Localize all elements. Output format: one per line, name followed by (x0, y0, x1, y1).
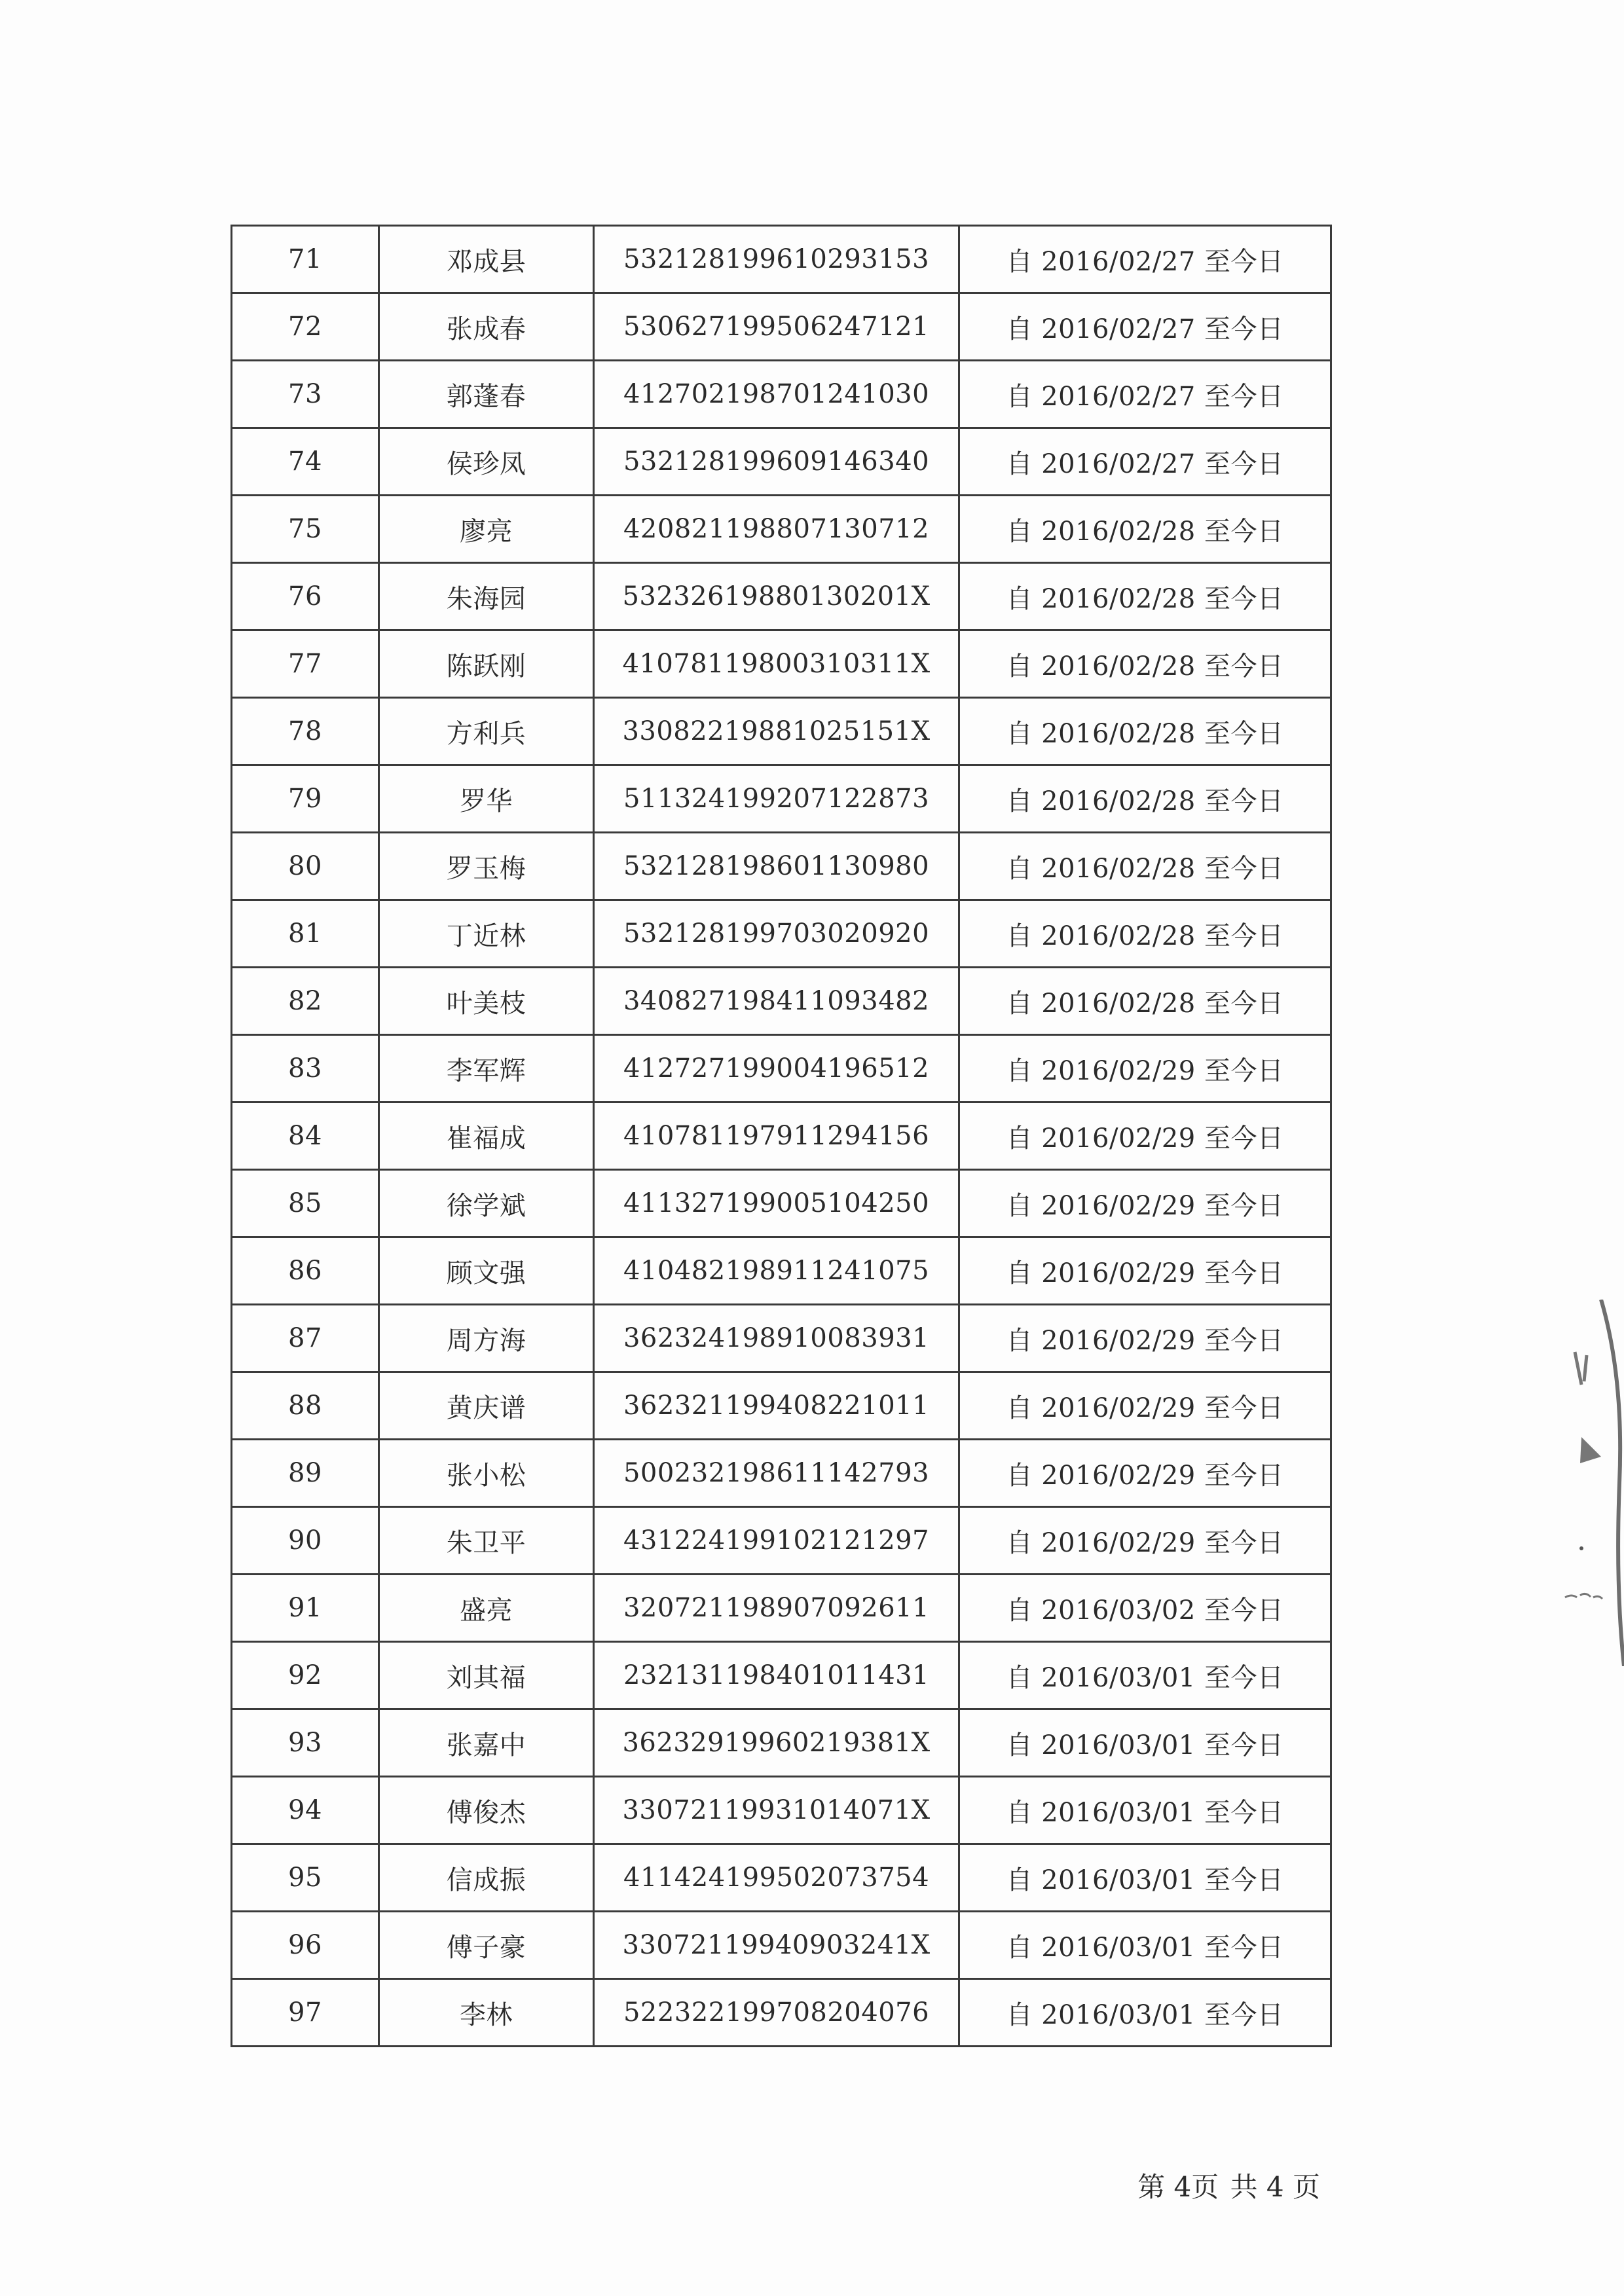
table-row (232, 1844, 1331, 1912)
id-number-cell: 412727199004196512 (594, 1035, 959, 1102)
table-row (232, 968, 1331, 1035)
name-cell: 周方海 (379, 1305, 594, 1372)
table-row (232, 361, 1331, 428)
period-cell: 自 2016/02/28 至今日 (959, 900, 1331, 968)
id-number-cell: 362324198910083931 (594, 1305, 959, 1372)
period-cell: 自 2016/03/01 至今日 (959, 1642, 1331, 1709)
row-number-cell: 96 (232, 1912, 379, 1979)
id-number-cell: 36232919960219381X (594, 1709, 959, 1777)
table-row (232, 1912, 1331, 1979)
period-cell: 自 2016/02/29 至今日 (959, 1372, 1331, 1440)
name-cell: 丁近林 (379, 900, 594, 968)
table-row (232, 1372, 1331, 1440)
table-row (232, 496, 1331, 563)
table-row (232, 1507, 1331, 1575)
name-cell: 刘其福 (379, 1642, 594, 1709)
name-cell: 邓成县 (379, 226, 594, 293)
row-number-cell: 91 (232, 1575, 379, 1642)
period-cell: 自 2016/02/29 至今日 (959, 1507, 1331, 1575)
table-row (232, 1035, 1331, 1102)
row-number-cell: 87 (232, 1305, 379, 1372)
period-cell: 自 2016/02/27 至今日 (959, 361, 1331, 428)
period-cell: 自 2016/02/28 至今日 (959, 496, 1331, 563)
name-cell: 顾文强 (379, 1237, 594, 1305)
name-cell: 信成振 (379, 1844, 594, 1912)
row-number-cell: 76 (232, 563, 379, 630)
name-cell: 叶美枝 (379, 968, 594, 1035)
row-number-cell: 73 (232, 361, 379, 428)
period-cell: 自 2016/02/29 至今日 (959, 1035, 1331, 1102)
name-cell: 崔福成 (379, 1102, 594, 1170)
row-number-cell: 95 (232, 1844, 379, 1912)
row-number-cell: 82 (232, 968, 379, 1035)
row-number-cell: 89 (232, 1440, 379, 1507)
name-cell: 傅俊杰 (379, 1777, 594, 1844)
row-number-cell: 75 (232, 496, 379, 563)
row-number-cell: 94 (232, 1777, 379, 1844)
roster-table (231, 225, 1332, 2047)
page-number-total: 共 4 页 (1230, 2171, 1320, 2203)
row-number-cell: 85 (232, 1170, 379, 1237)
table-row (232, 833, 1331, 900)
name-cell: 盛亮 (379, 1575, 594, 1642)
name-cell: 侯珍凤 (379, 428, 594, 496)
id-number-cell: 410781197911294156 (594, 1102, 959, 1170)
period-cell: 自 2016/03/02 至今日 (959, 1575, 1331, 1642)
id-number-cell: 362321199408221011 (594, 1372, 959, 1440)
table-row (232, 563, 1331, 630)
table-row (232, 1642, 1331, 1709)
name-cell: 傅子豪 (379, 1912, 594, 1979)
id-number-cell: 33082219881025151X (594, 698, 959, 765)
id-number-cell: 33072119940903241X (594, 1912, 959, 1979)
id-number-cell: 320721198907092611 (594, 1575, 959, 1642)
name-cell: 黄庆谱 (379, 1372, 594, 1440)
table-row (232, 226, 1331, 293)
period-cell: 自 2016/02/28 至今日 (959, 968, 1331, 1035)
name-cell: 徐学斌 (379, 1170, 594, 1237)
period-cell: 自 2016/03/01 至今日 (959, 1777, 1331, 1844)
name-cell: 朱卫平 (379, 1507, 594, 1575)
table-row (232, 293, 1331, 361)
id-number-cell: 53232619880130201X (594, 563, 959, 630)
table-row (232, 428, 1331, 496)
row-number-cell: 84 (232, 1102, 379, 1170)
row-number-cell: 79 (232, 765, 379, 833)
period-cell: 自 2016/02/27 至今日 (959, 226, 1331, 293)
row-number-cell: 78 (232, 698, 379, 765)
row-number-cell: 72 (232, 293, 379, 361)
row-number-cell: 77 (232, 630, 379, 698)
table-row (232, 765, 1331, 833)
id-number-cell: 500232198611142793 (594, 1440, 959, 1507)
page-footer (1136, 2166, 1321, 2205)
roster-table-body (232, 226, 1331, 2047)
period-cell: 自 2016/02/29 至今日 (959, 1237, 1331, 1305)
period-cell: 自 2016/03/01 至今日 (959, 1912, 1331, 1979)
table-row (232, 1575, 1331, 1642)
period-cell: 自 2016/02/28 至今日 (959, 698, 1331, 765)
name-cell: 李林 (379, 1979, 594, 2047)
id-number-cell: 232131198401011431 (594, 1642, 959, 1709)
id-number-cell: 340827198411093482 (594, 968, 959, 1035)
name-cell: 罗华 (379, 765, 594, 833)
id-number-cell: 511324199207122873 (594, 765, 959, 833)
period-cell: 自 2016/02/28 至今日 (959, 630, 1331, 698)
seal-stamp-fragment-icon (1562, 1300, 1624, 1666)
name-cell: 陈跃刚 (379, 630, 594, 698)
table-row (232, 1170, 1331, 1237)
row-number-cell: 92 (232, 1642, 379, 1709)
period-cell: 自 2016/03/01 至今日 (959, 1979, 1331, 2047)
period-cell: 自 2016/02/28 至今日 (959, 765, 1331, 833)
name-cell: 罗玉梅 (379, 833, 594, 900)
name-cell: 廖亮 (379, 496, 594, 563)
period-cell: 自 2016/02/27 至今日 (959, 428, 1331, 496)
id-number-cell: 532128198601130980 (594, 833, 959, 900)
name-cell: 朱海园 (379, 563, 594, 630)
id-number-cell: 420821198807130712 (594, 496, 959, 563)
row-number-cell: 97 (232, 1979, 379, 2047)
id-number-cell: 411424199502073754 (594, 1844, 959, 1912)
id-number-cell: 532128199610293153 (594, 226, 959, 293)
id-number-cell: 412702198701241030 (594, 361, 959, 428)
period-cell: 自 2016/02/27 至今日 (959, 293, 1331, 361)
row-number-cell: 93 (232, 1709, 379, 1777)
period-cell: 自 2016/03/01 至今日 (959, 1709, 1331, 1777)
table-row (232, 698, 1331, 765)
name-cell: 郭蓬春 (379, 361, 594, 428)
id-number-cell: 33072119931014071X (594, 1777, 959, 1844)
table-row (232, 630, 1331, 698)
table-row (232, 1102, 1331, 1170)
period-cell: 自 2016/02/29 至今日 (959, 1440, 1331, 1507)
row-number-cell: 88 (232, 1372, 379, 1440)
table-row (232, 1305, 1331, 1372)
row-number-cell: 80 (232, 833, 379, 900)
period-cell: 自 2016/02/29 至今日 (959, 1305, 1331, 1372)
row-number-cell: 74 (232, 428, 379, 496)
table-row (232, 1777, 1331, 1844)
period-cell: 自 2016/03/01 至今日 (959, 1844, 1331, 1912)
period-cell: 自 2016/02/29 至今日 (959, 1170, 1331, 1237)
row-number-cell: 83 (232, 1035, 379, 1102)
id-number-cell: 522322199708204076 (594, 1979, 959, 2047)
table-row (232, 900, 1331, 968)
id-number-cell: 431224199102121297 (594, 1507, 959, 1575)
row-number-cell: 81 (232, 900, 379, 968)
name-cell: 张成春 (379, 293, 594, 361)
row-number-cell: 90 (232, 1507, 379, 1575)
period-cell: 自 2016/02/29 至今日 (959, 1102, 1331, 1170)
row-number-cell: 71 (232, 226, 379, 293)
id-number-cell: 410482198911241075 (594, 1237, 959, 1305)
id-number-cell: 530627199506247121 (594, 293, 959, 361)
table-row (232, 1709, 1331, 1777)
id-number-cell: 532128199609146340 (594, 428, 959, 496)
table-row (232, 1440, 1331, 1507)
id-number-cell: 532128199703020920 (594, 900, 959, 968)
name-cell: 张嘉中 (379, 1709, 594, 1777)
table-row (232, 1979, 1331, 2047)
period-cell: 自 2016/02/28 至今日 (959, 563, 1331, 630)
table-row (232, 1237, 1331, 1305)
name-cell: 张小松 (379, 1440, 594, 1507)
row-number-cell: 86 (232, 1237, 379, 1305)
id-number-cell: 411327199005104250 (594, 1170, 959, 1237)
period-cell: 自 2016/02/28 至今日 (959, 833, 1331, 900)
name-cell: 方利兵 (379, 698, 594, 765)
page-number-current: 第 4页 (1137, 2171, 1219, 2203)
id-number-cell: 41078119800310311X (594, 630, 959, 698)
name-cell: 李军辉 (379, 1035, 594, 1102)
